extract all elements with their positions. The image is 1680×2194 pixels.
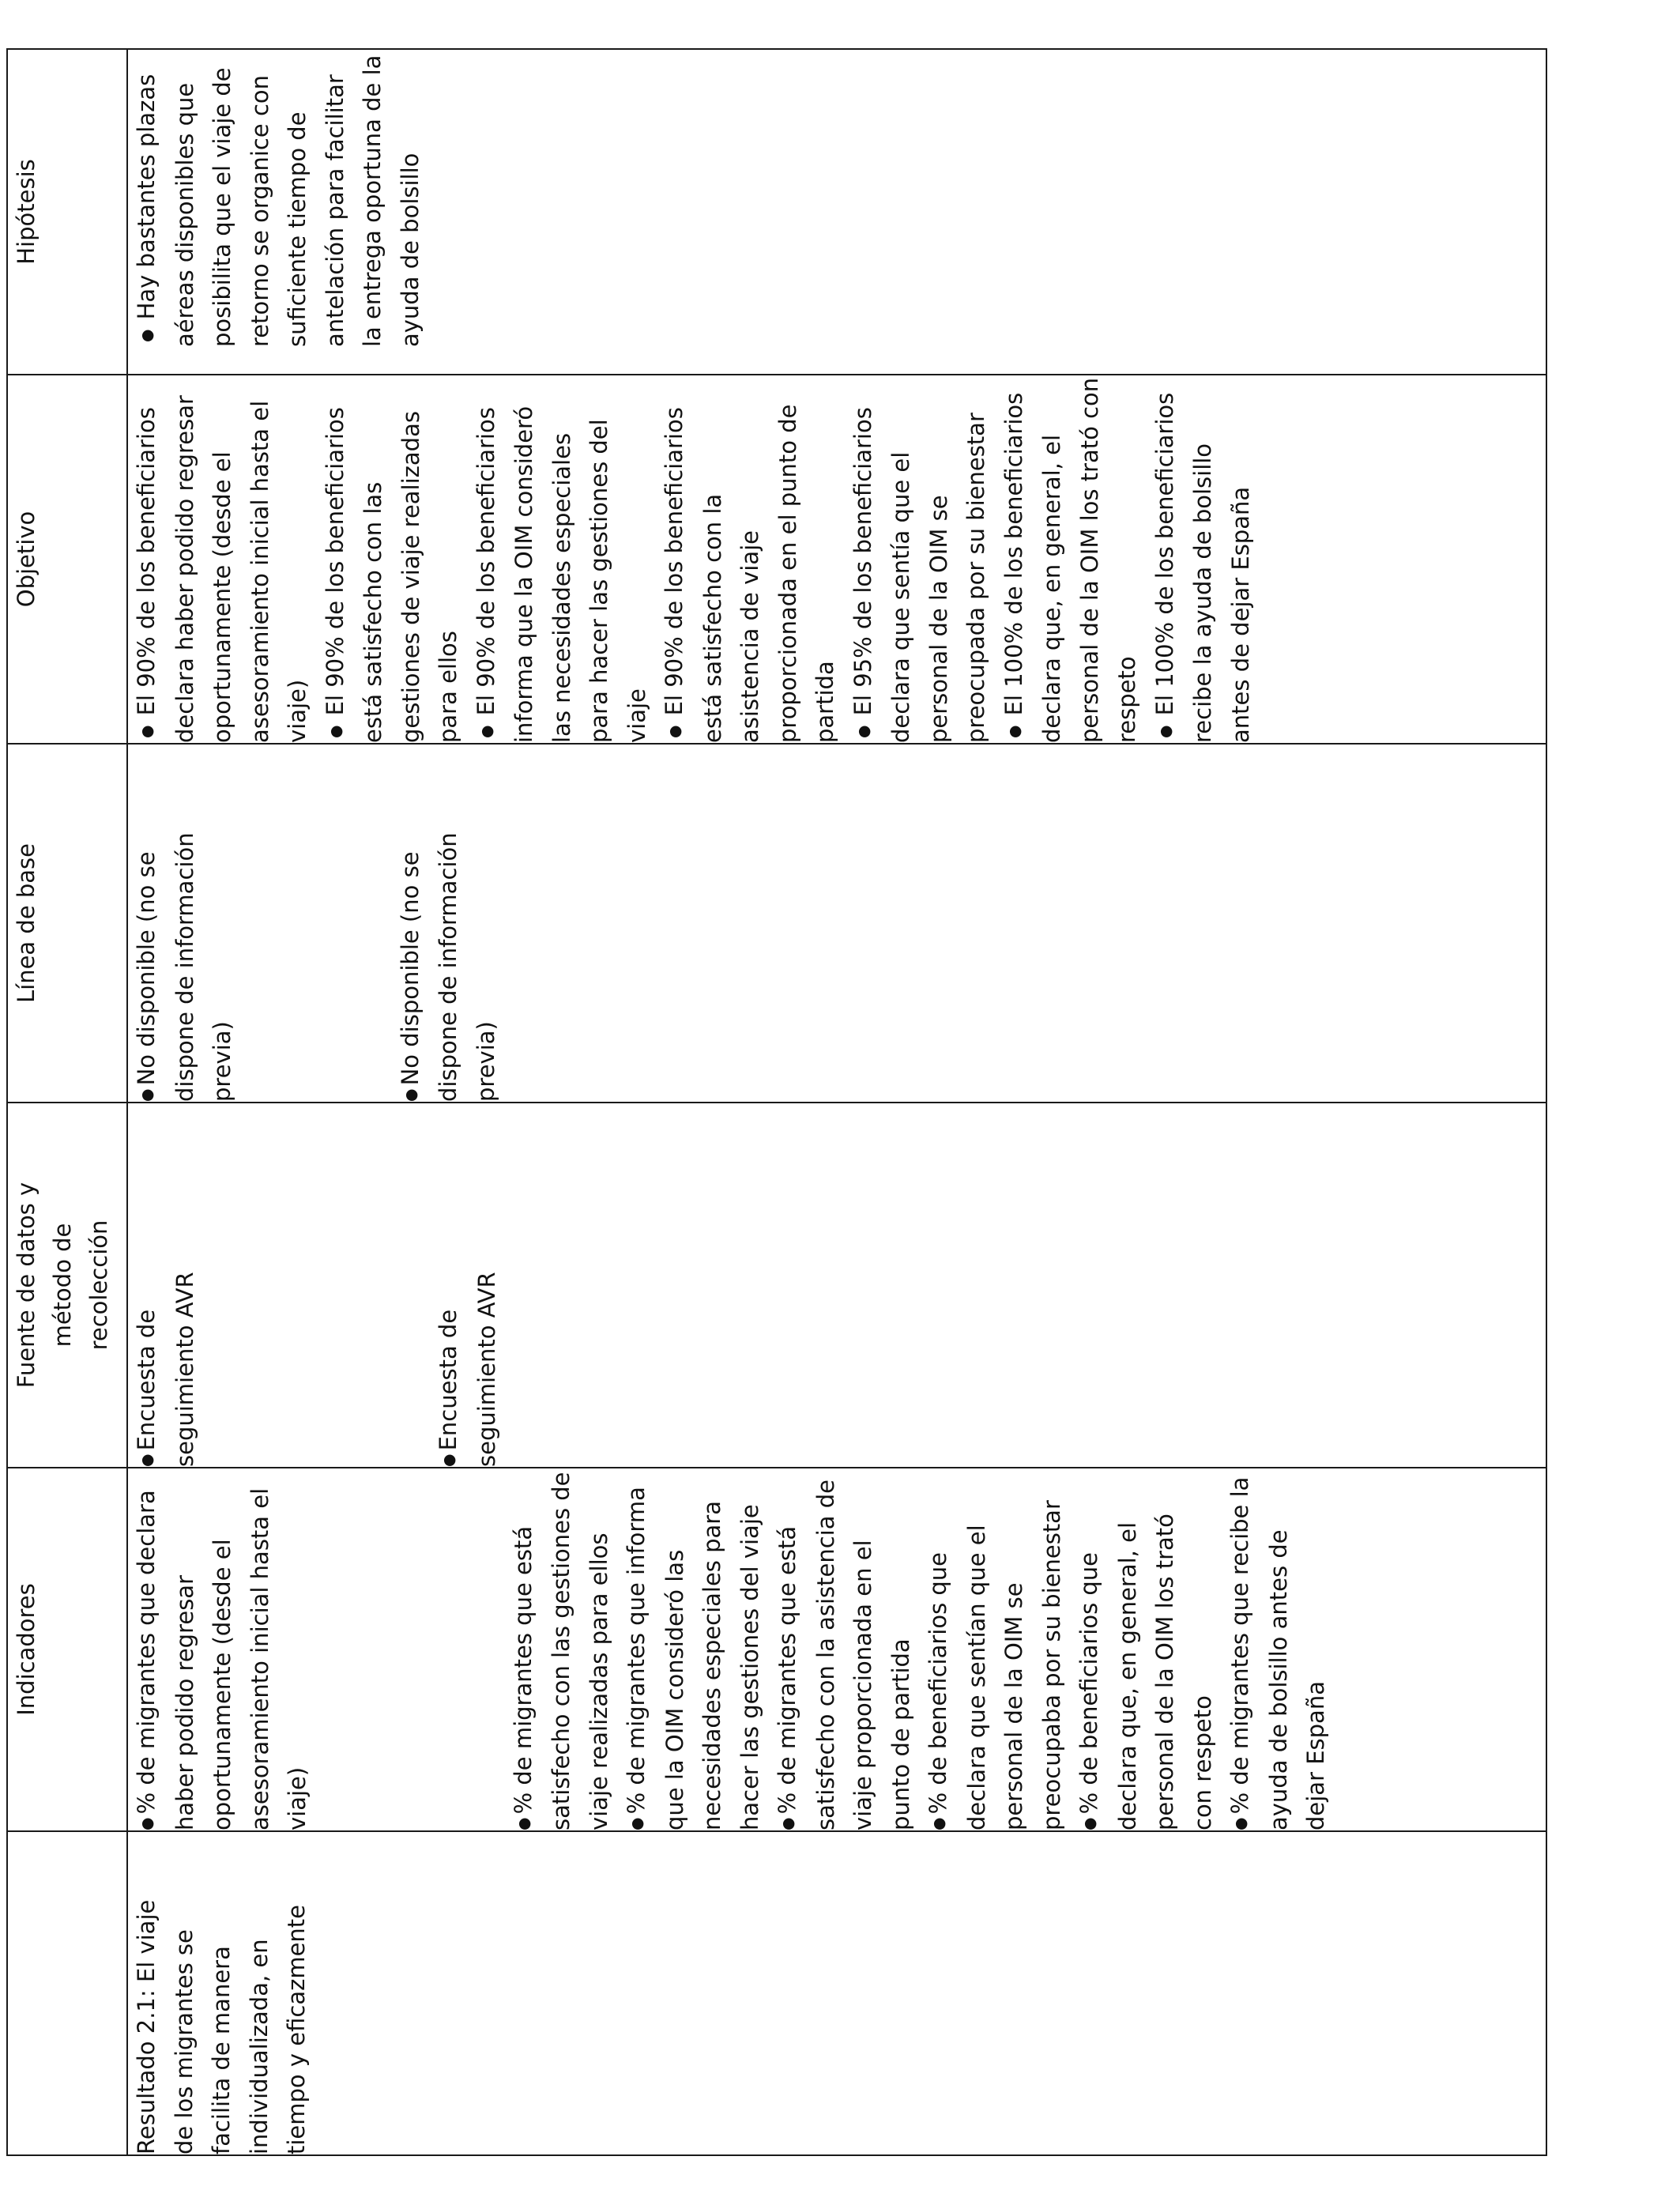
objetivo-item: ● El 90% de los beneficiarios informa que la OIM consideró las necesidades especiales para hacer las gestiones del viaje (468, 375, 657, 743)
fuente-cell (127, 1103, 1546, 1468)
indicadores-cell (127, 1468, 1546, 1831)
objetivo-item: ● El 90% de los beneficiarios está satisfecho con las gestiones de viaje realizadas para ellos (317, 375, 468, 743)
indicador-item: ● % de migrantes que está satisfecho con la asistencia de viaje proporcionada en el punto de partida (769, 1468, 920, 1830)
linea-base-cell (127, 744, 1546, 1103)
linea-base-item: ● No disponible (no se dispone de información previa) (128, 786, 242, 1102)
results-framework-table (6, 48, 1547, 2156)
fuente-spacer (204, 1103, 430, 1467)
hipotesis-cell (127, 49, 1546, 375)
header-objetivo: Objetivo (7, 375, 127, 744)
resultado-cell (127, 1831, 1546, 2155)
header-indicadores: Indicadores (7, 1468, 127, 1831)
objetivo-item: ● El 90% de los beneficiarios declara haber podido regresar oportunamente (desde el asesoramiento inicial hasta el viaje) (128, 375, 317, 743)
hipotesis-item: ● Hay bastantes plazas aéreas disponibles que posibilita que el viaje de retorno se organice con suficiente tiempo de antelación para facilitar la entrega oportuna de la ayuda de bolsillo (128, 50, 429, 347)
indicador-item: ● % de migrantes que declara haber podido regresar oportunamente (desde el asesoramiento inicial hasta el viaje) (128, 1468, 317, 1830)
header-linea-base: Línea de base (7, 744, 127, 1103)
objetivo-item: ● El 100% de los beneficiarios declara que, en general, el personal de la OIM los trató con respeto (996, 375, 1147, 743)
resultado-text: Resultado 2.1: El viaje de los migrantes se facilita de manera individualizada, en tiempo y eficazmente (133, 1899, 310, 2154)
header-fuente: Fuente de datos y método de recolección (7, 1103, 127, 1468)
objetivo-item: ● El 90% de los beneficiarios está satisfecho con la asistencia de viaje proporcionada en el punto de partida (656, 375, 845, 743)
indicador-item: ● % de migrantes que informa que la OIM consideró las necesidades especiales para hacer las gestiones del viaje (618, 1468, 769, 1830)
result-row (127, 49, 1546, 2155)
objetivo-cell (127, 375, 1546, 744)
indicador-item: ● % de migrantes que recibe la ayuda de bolsillo antes de dejar España (1222, 1468, 1335, 1830)
indicador-item: ● % de migrantes que está satisfecho con las gestiones de viaje realizadas para ellos (505, 1468, 619, 1830)
header-row (7, 49, 127, 2155)
linea-base-item: ● No disponible (no se dispone de información previa) (392, 786, 506, 1102)
rotated-table-wrapper (6, 44, 1547, 2194)
linea-base-spacer (242, 745, 392, 1102)
fuente-item: ● Encuesta de seguimiento AVR (128, 1230, 204, 1467)
indicador-item: ● % de beneficiarios que declara que, en general, el personal de la OIM los trató con respeto (1071, 1468, 1222, 1830)
objetivo-item: ● El 100% de los beneficiarios recibe la ayuda de bolsillo antes de dejar España (1147, 375, 1260, 743)
fuente-item: ● Encuesta de seguimiento AVR (430, 1230, 506, 1467)
indicador-spacer (317, 1468, 505, 1830)
objetivo-item: ● El 95% de los beneficiarios declara que sentía que el personal de la OIM se preocupada por su bienestar (845, 375, 996, 743)
indicador-item: ● % de beneficiarios que declara que sentían que el personal de la OIM se preocupaba por su bienestar (920, 1468, 1071, 1830)
header-hipotesis: Hipótesis (7, 49, 127, 375)
header-blank (7, 1831, 127, 2155)
